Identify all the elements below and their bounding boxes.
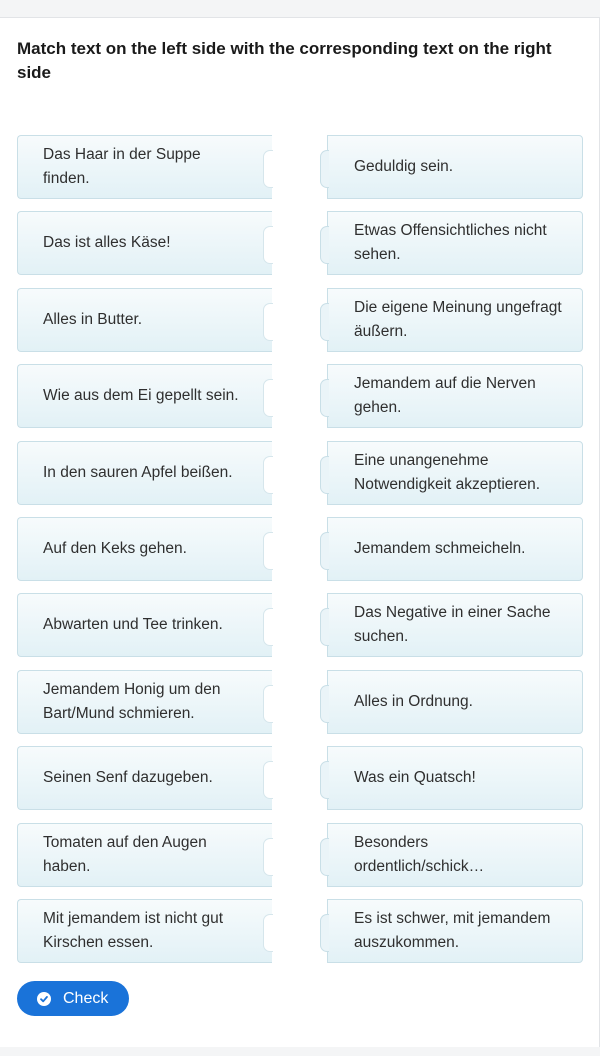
connector-slot xyxy=(263,685,273,723)
connector-slot xyxy=(263,608,273,646)
bottom-strip xyxy=(0,1047,600,1056)
right-item-text: Es ist schwer, mit jemandem auszukommen. xyxy=(354,910,551,951)
right-draggable-item[interactable] xyxy=(327,746,583,810)
right-draggable-item[interactable] xyxy=(327,823,583,887)
right-draggable-item[interactable] xyxy=(327,593,583,657)
right-item-text: Jemandem schmeicheln. xyxy=(354,540,526,557)
left-draggable-item[interactable] xyxy=(17,746,272,810)
right-item-text: Etwas Offensichtliches nicht sehen. xyxy=(354,222,547,263)
connector-tab xyxy=(320,914,329,952)
connector-slot xyxy=(263,150,273,188)
connector-tab xyxy=(320,838,329,876)
connector-slot xyxy=(263,838,273,876)
check-button-label: Check xyxy=(63,989,109,1007)
left-draggable-item[interactable] xyxy=(17,899,272,963)
left-draggable-item[interactable] xyxy=(17,441,272,505)
right-item-text: Was ein Quatsch! xyxy=(354,769,476,786)
right-item-text: Das Negative in einer Sache suchen. xyxy=(354,604,551,645)
right-draggable-item[interactable] xyxy=(327,211,583,275)
connector-tab xyxy=(320,761,329,799)
connector-slot xyxy=(263,379,273,417)
left-draggable-item[interactable] xyxy=(17,670,272,734)
right-draggable-item[interactable] xyxy=(327,288,583,352)
right-draggable-item[interactable] xyxy=(327,899,583,963)
left-item-text: Abwarten und Tee trinken. xyxy=(43,616,223,633)
left-draggable-item[interactable] xyxy=(17,135,272,199)
right-item-text: Geduldig sein. xyxy=(354,158,454,175)
left-item-text: Wie aus dem Ei gepellt sein. xyxy=(43,387,239,404)
task-instructions: Match text on the left side with the corresponding text on the right side xyxy=(17,39,552,82)
connector-slot xyxy=(263,226,273,264)
connector-tab xyxy=(320,608,329,646)
connector-tab xyxy=(320,150,329,188)
connector-tab xyxy=(320,226,329,264)
right-draggable-item[interactable] xyxy=(327,135,583,199)
left-draggable-item[interactable] xyxy=(17,211,272,275)
connector-tab xyxy=(320,685,329,723)
connector-slot xyxy=(263,456,273,494)
connector-slot xyxy=(263,914,273,952)
right-item-text: Eine unangenehme Notwendigkeit akzeptieren. xyxy=(354,452,541,493)
left-item-text: Jemandem Honig um den Bart/Mund schmieren. xyxy=(43,681,221,722)
left-item-text: In den sauren Apfel beißen. xyxy=(43,464,233,481)
connector-tab xyxy=(320,379,329,417)
connector-slot xyxy=(263,303,273,341)
connector-tab xyxy=(320,303,329,341)
check-circle-icon xyxy=(37,992,51,1006)
right-draggable-item[interactable] xyxy=(327,670,583,734)
left-draggable-item[interactable] xyxy=(17,517,272,581)
check-button[interactable] xyxy=(17,981,129,1016)
left-item-text: Tomaten auf den Augen haben. xyxy=(43,834,207,875)
left-item-text: Das Haar in der Suppe finden. xyxy=(43,146,201,187)
left-item-text: Das ist alles Käse! xyxy=(43,234,171,251)
connector-slot xyxy=(263,761,273,799)
left-item-text: Alles in Butter. xyxy=(43,311,143,328)
left-item-text: Seinen Senf dazugeben. xyxy=(43,769,213,786)
left-draggable-item[interactable] xyxy=(17,288,272,352)
right-item-text: Besonders ordentlich/schick… xyxy=(354,834,485,875)
left-draggable-item[interactable] xyxy=(17,364,272,428)
connector-tab xyxy=(320,532,329,570)
left-draggable-item[interactable] xyxy=(17,823,272,887)
left-item-text: Auf den Keks gehen. xyxy=(43,540,187,557)
left-item-text: Mit jemandem ist nicht gut Kirschen essen. xyxy=(43,910,224,951)
connector-slot xyxy=(263,532,273,570)
right-draggable-item[interactable] xyxy=(327,517,583,581)
right-draggable-item[interactable] xyxy=(327,441,583,505)
right-item-text: Die eigene Meinung ungefragt äußern. xyxy=(354,299,562,340)
left-draggable-item[interactable] xyxy=(17,593,272,657)
right-item-text: Jemandem auf die Nerven gehen. xyxy=(354,375,536,416)
right-item-text: Alles in Ordnung. xyxy=(354,693,473,710)
connector-tab xyxy=(320,456,329,494)
right-draggable-item[interactable] xyxy=(327,364,583,428)
